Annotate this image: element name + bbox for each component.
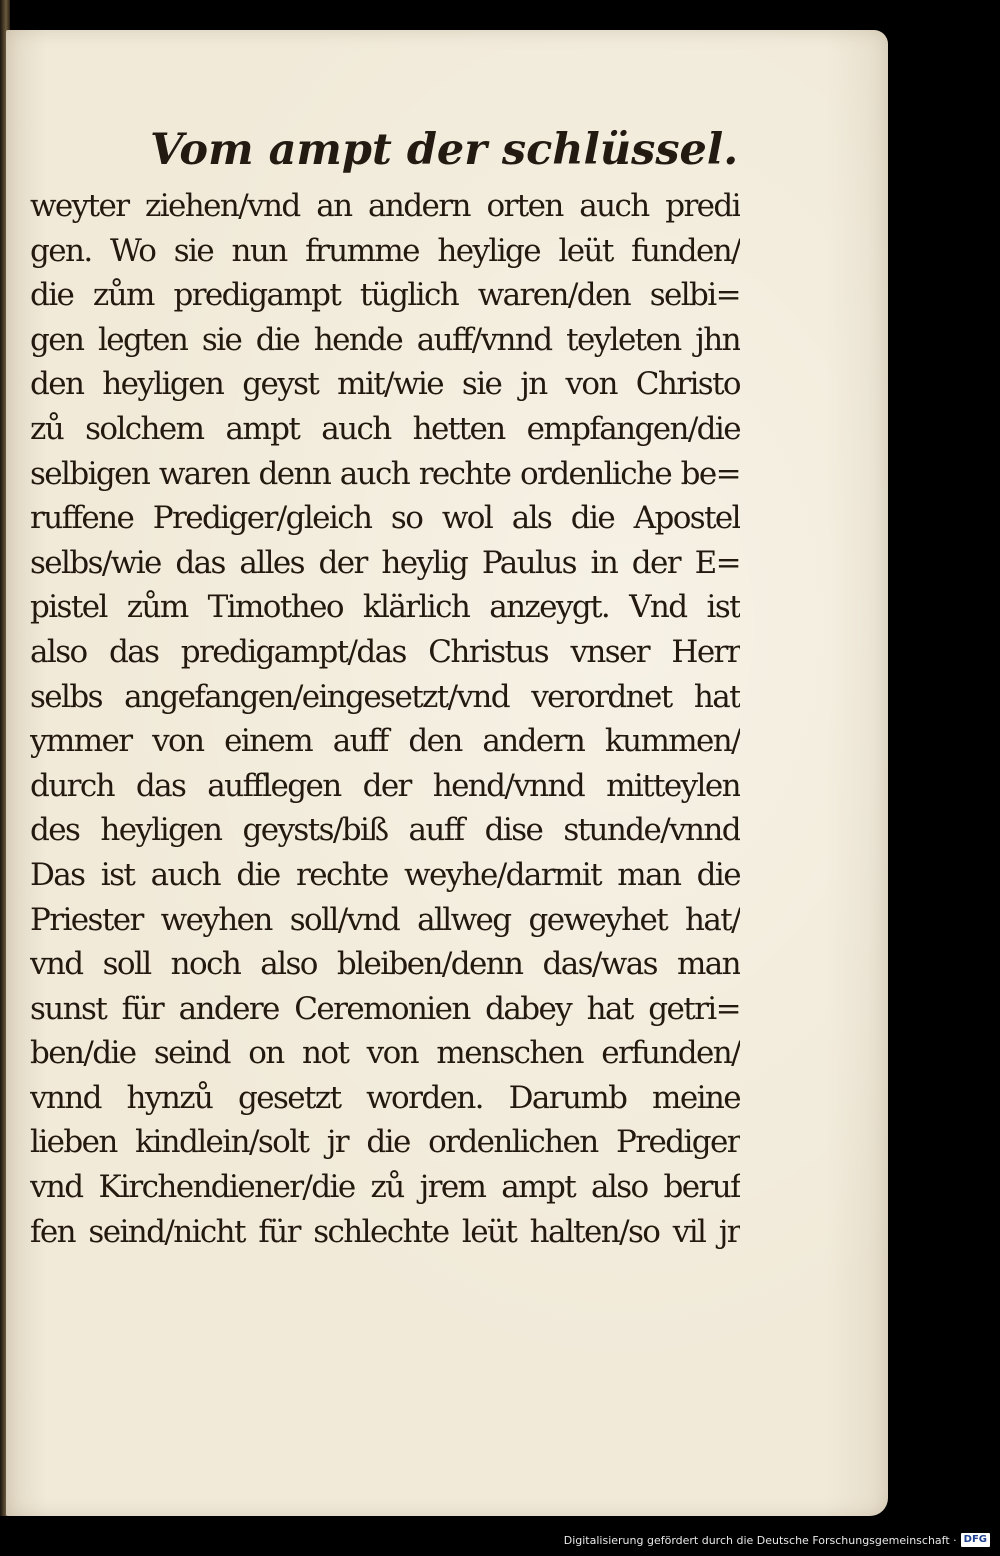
text-line: gen. Wo sie nun frumme heylige leüt funden/ (30, 232, 740, 269)
page-heading: Vom ampt der schlüssel. (150, 125, 739, 175)
body-text (30, 184, 740, 1254)
dfg-logo-icon: DFG (961, 1533, 990, 1547)
text-line: vnnd hynzů gesetzt worden. Darumb meine (30, 1079, 740, 1116)
text-line: vnd soll noch also bleiben/denn das/was man (30, 946, 740, 983)
text-line: des heyligen geysts/biß auff dise stunde/vnnd (30, 812, 740, 849)
text-line: lieben kindlein/solt jr die ordenlichen Prediger (30, 1124, 740, 1161)
text-line: vnd Kirchendiener/die zů jrem ampt also beruf (30, 1169, 740, 1206)
text-line: durch das aufflegen der hend/vnnd mitteylen (30, 767, 740, 804)
text-line: fen seind/nicht für schlechte leüt halten/so vil jr (30, 1213, 740, 1250)
text-line: sunst für andere Ceremonien dabey hat getri= (30, 990, 740, 1027)
funding-footer (564, 1530, 990, 1550)
text-line: ymmer von einem auff den andern kummen/ (30, 723, 740, 760)
text-line: also das predigampt/das Christus vnser Herr (30, 633, 740, 670)
text-line: selbigen waren denn auch rechte ordenliche be= (30, 455, 740, 492)
text-line: den heyligen geyst mit/wie sie jn von Christo (30, 366, 740, 403)
text-line: gen legten sie die hende auff/vnnd teyleten jhn (30, 321, 740, 358)
text-line: zů solchem ampt auch hetten empfangen/die (30, 410, 740, 447)
funding-credit: Digitalisierung gefördert durch die Deutsche Forschungsgemeinschaft · (563, 1533, 957, 1547)
text-line: ben/die seind on not von menschen erfunden/ (30, 1035, 740, 1072)
text-line: Das ist auch die rechte weyhe/darmit man die (30, 856, 740, 893)
text-line: pistel zům Timotheo klärlich anzeygt. Vnd ist (30, 589, 740, 626)
text-line: ruffene Prediger/gleich so wol als die Apostel (30, 500, 740, 537)
text-line: die zům predigampt tüglich waren/den selbi= (30, 277, 740, 314)
text-line: selbs/wie das alles der heylig Paulus in der E= (30, 544, 740, 581)
text-line: weyter ziehen/vnd an andern orten auch predi (30, 188, 740, 224)
text-line: selbs angefangen/eingesetzt/vnd verordnet hat (30, 678, 740, 715)
text-line: Priester weyhen soll/vnd allweg geweyhet hat/ (30, 901, 740, 938)
